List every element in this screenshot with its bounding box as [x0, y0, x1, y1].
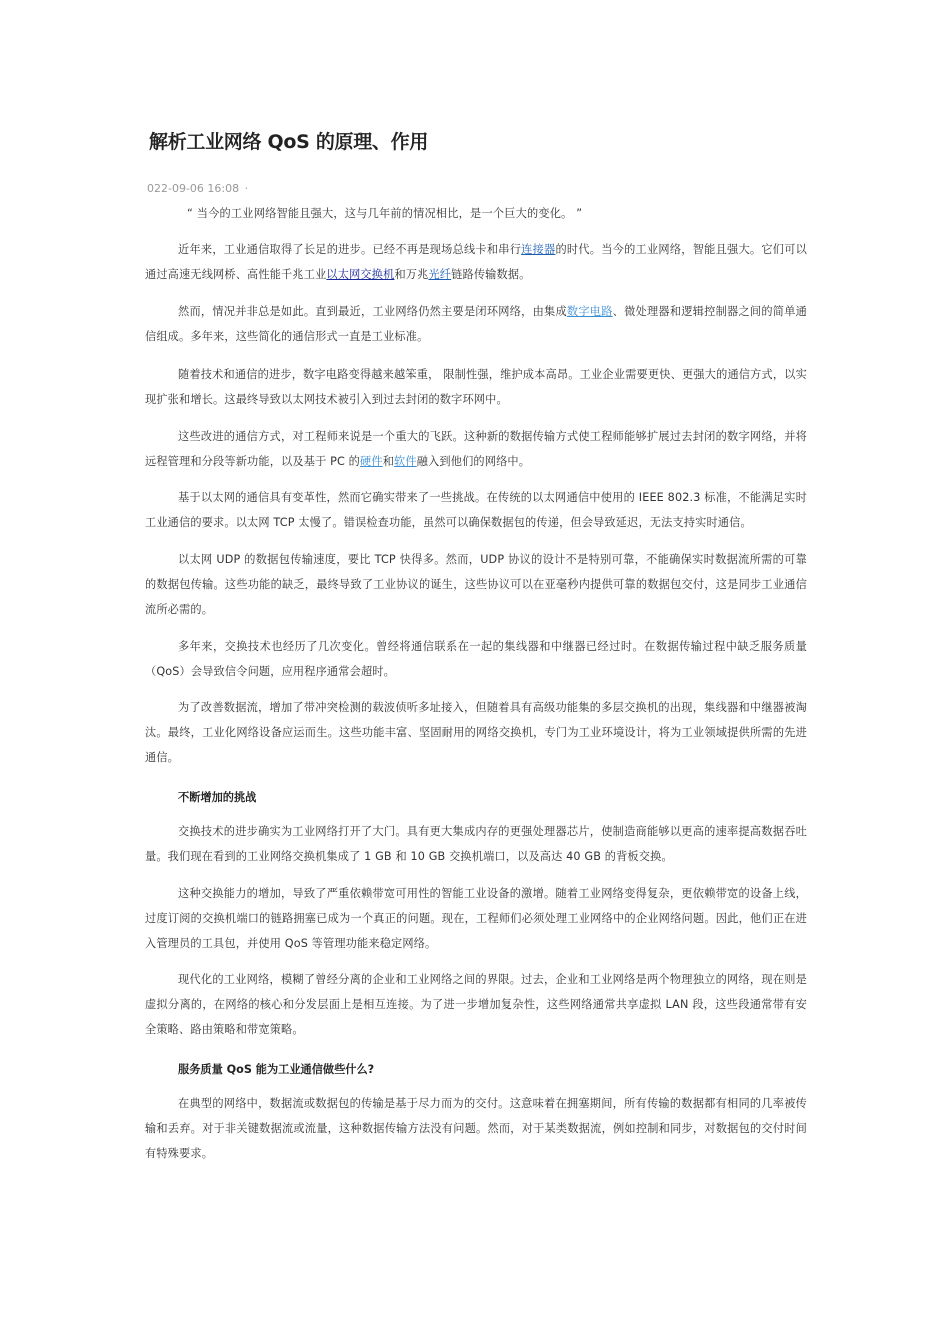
paragraph-1 — [145, 238, 807, 288]
paragraph-4 — [145, 425, 807, 475]
link-ethernet-switch[interactable]: 以太网交换机 — [326, 267, 395, 281]
paragraph-5: 基于以太网的通信具有变革性，然而它确实带来了一些挑战。在传统的以太网通信中使用的 IEEE 802.3 标准，不能满足实时工业通信的要求。以太网 TCP 太慢了。错误检查功能，虽然可以确保数据包的传递，但会导致延迟，无法支持实时通信。 — [145, 491, 807, 529]
paragraph-7: 多年来，交换技术也经历了几次变化。曾经将通信联系在一起的集线器和中继器已经过时。在数据传输过程中缺乏服务质量（QoS）会导致信令问题，应用程序通常会超时。 — [145, 640, 807, 678]
meta-separator: · — [244, 182, 249, 195]
intro-quote: “ 当今的工业网络智能且强大，这与几年前的情况相比，是一个巨大的变化。 ” — [187, 207, 583, 220]
paragraph-10: 这种交换能力的增加，导致了严重依赖带宽可用性的智能工业设备的激增。随着工业网络变得复杂，更依赖带宽的设备上线，过度订阅的交换机端口的链路拥塞已成为一个真正的问题。现在，工程师们必须处理工业网络中的企业网络问题。因此，他们正在进入管理员的工具包，并使用 QoS 等管理功能来稳定网络。 — [145, 887, 807, 950]
paragraph-1-text-b: 的时代。当今的工业网络，智能且强大。它们可以通过高速无线网桥、高性能千兆工业 — [145, 243, 807, 281]
paragraph-4-text-a: 这些改进的通信方式，对工程师来说是一个重大的飞跃。这种新的数据传输方式使工程师能够扩展过去封闭的数字网络，并将远程管理和分段等新功能，以及基于 PC 的 — [145, 430, 807, 468]
paragraph-6: 以太网 UDP 的数据包传输速度，要比 TCP 快得多。然而，UDP 协议的设计不是特别可靠，不能确保实时数据流所需的可靠的数据包传输。这些功能的缺乏，最终导致了工业协议的诞生，这些协议可以在亚毫秒内提供可靠的数据包交付，这是同步工业通信流所必需的。 — [145, 553, 807, 616]
paragraph-2-text-b: 、微处理器和逻辑控制器之间的简单通信组成。多年来，这些简化的通信形式一直是工业标准。 — [145, 305, 807, 343]
link-digital-circuit[interactable]: 数字电路 — [566, 305, 613, 318]
section-heading-challenges: 不断增加的挑战 — [178, 791, 257, 804]
paragraph-8: 为了改善数据流，增加了带冲突检测的载波侦听多址接入，但随着具有高级功能集的多层交换机的出现，集线器和中继器被淘汰。最终，工业化网络设备应运而生。这些功能丰富、坚固耐用的网络交换机，专门为工业环境设计，将为工业领域提供所需的先进通信。 — [145, 701, 807, 764]
paragraph-12: 在典型的网络中，数据流或数据包的传输是基于尽力而为的交付。这意味着在拥塞期间，所有传输的数据都有相同的几率被传输和丢弃。对于非关键数据流或流量，这种数据传输方法没有问题。然而，对于某类数据流，例如控制和同步，对数据包的交付时间有特殊要求。 — [145, 1097, 807, 1160]
link-software[interactable]: 软件 — [394, 454, 417, 468]
paragraph-3: 随着技术和通信的进步，数字电路变得越来越笨重， 限制性强，维护成本高昂。工业企业需要更快、更强大的通信方式，以实现扩张和增长。这最终导致以太网技术被引入到过去封闭的数字环网中。 — [145, 368, 807, 406]
paragraph-4-text-c: 融入到他们的网络中。 — [416, 454, 531, 468]
paragraph-1-text-a: 近年来，工业通信取得了长足的进步。已经不再是现场总线卡和串行 — [178, 243, 522, 256]
paragraph-1-text-d: 链路传输数据。 — [451, 267, 531, 281]
link-connector[interactable]: 连接器 — [521, 243, 556, 256]
paragraph-4-text-b: 和 — [382, 454, 395, 468]
article-meta — [147, 182, 248, 195]
link-hardware[interactable]: 硬件 — [360, 454, 383, 468]
paragraph-2 — [145, 300, 807, 350]
link-fiber[interactable]: 光纤 — [428, 267, 452, 281]
section-heading-qos: 服务质量 QoS 能为工业通信做些什么? — [178, 1063, 375, 1076]
paragraph-2-text-a: 然而，情况并非总是如此。直到最近，工业网络仍然主要是闭环网络，由集成 — [178, 305, 567, 318]
article-title: 解析工业网络 QoS 的原理、作用 — [149, 131, 429, 153]
paragraph-9: 交换技术的进步确实为工业网络打开了大门。具有更大集成内存的更强处理器芯片，使制造商能够以更高的速率提高数据吞吐量。我们现在看到的工业网络交换机集成了 1 GB 和 10 GB 交换机端口，以及高达 40 GB 的背板交换。 — [145, 825, 807, 863]
publish-date: 022-09-06 16:08 — [147, 182, 240, 195]
paragraph-1-text-c: 和万兆 — [394, 267, 429, 281]
paragraph-11: 现代化的工业网络，模糊了曾经分离的企业和工业网络之间的界限。过去，企业和工业网络是两个物理独立的网络，现在则是虚拟分离的，在网络的核心和分发层面上是相互连接。为了进一步增加复杂性，这些网络通常共享虚拟 LAN 段，这些段通常带有安全策略、路由策略和带宽策略。 — [145, 973, 807, 1036]
